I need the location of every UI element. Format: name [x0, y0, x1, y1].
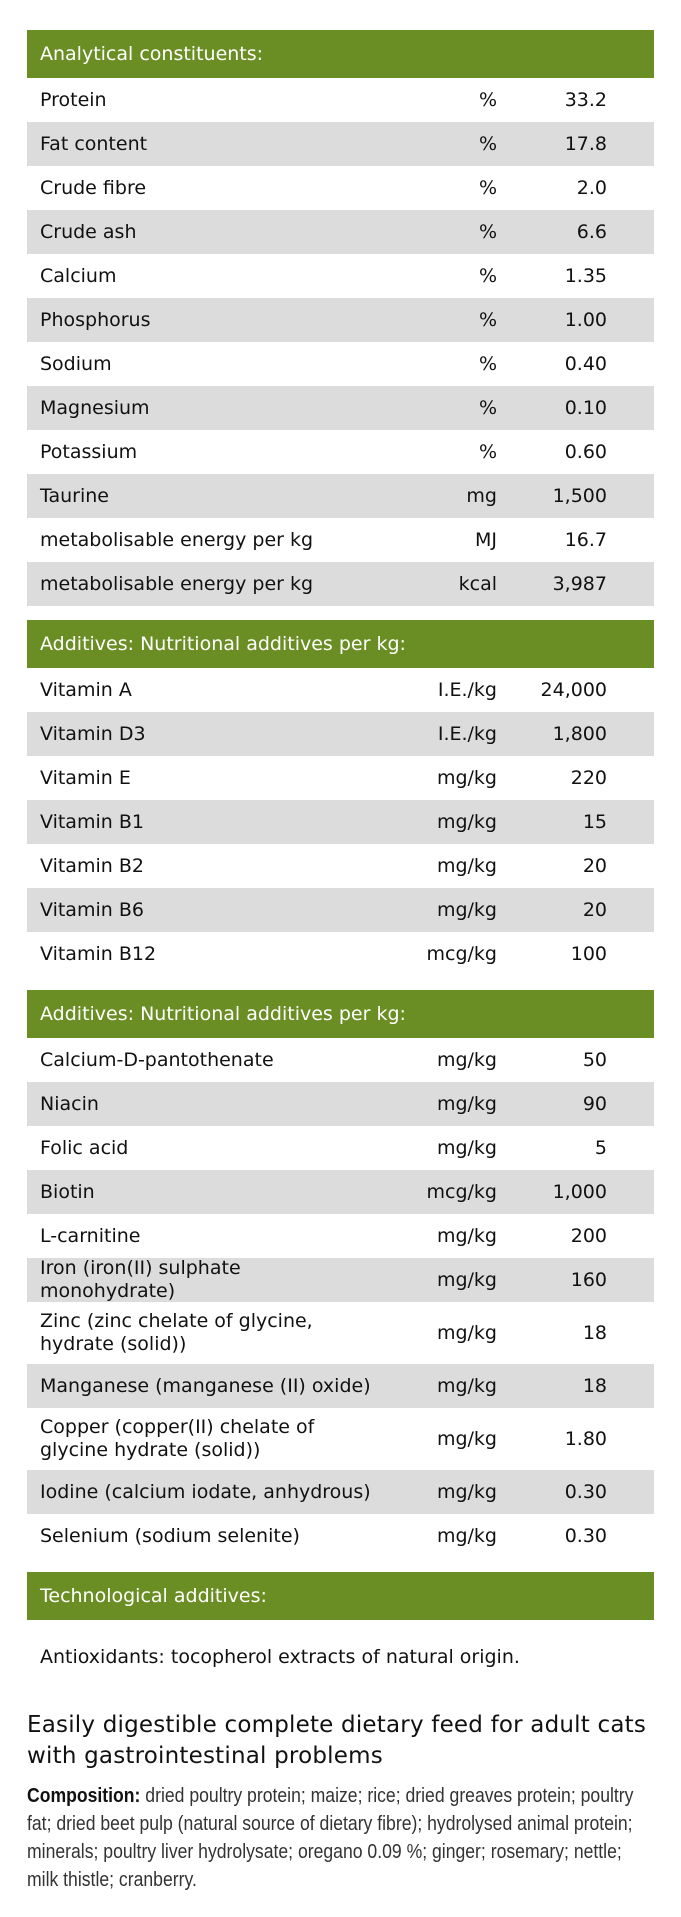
nutrient-unit: mcg/kg [426, 1181, 497, 1203]
table-row [27, 668, 654, 712]
table-row [27, 1126, 654, 1170]
nutrient-value: 0.10 [564, 397, 607, 419]
nutrient-name: Manganese (manganese (II) oxide) [40, 1374, 371, 1397]
table-row [27, 1214, 654, 1258]
nutrient-value: 200 [570, 1225, 607, 1247]
nutritional-additives-header: Additives: Nutritional additives per kg: [27, 620, 654, 668]
nutrient-name: Vitamin D3 [40, 722, 146, 745]
nutrient-value: 1,800 [552, 723, 607, 745]
technological-additives-header: Technological additives: [27, 1572, 654, 1620]
nutrient-value: 0.60 [564, 441, 607, 463]
nutrient-value: 1.80 [564, 1428, 607, 1450]
composition-ingredients: dried poultry protein; maize; rice; dried greaves protein; poultry fat; dried beet pulp (natural source of dietary fibre); hydrolysed animal protein; minerals; poultry liver hydrolysate; oregano 0.09 %; ginger; rosemary; nettle; milk thistle; cranberry. [27, 1785, 634, 1891]
nutrient-name: Vitamin B2 [40, 854, 144, 877]
nutrient-unit: mg/kg [436, 1375, 497, 1397]
nutrient-name: Zinc (zinc chelate of glycine, hydrate (solid)) [40, 1310, 313, 1355]
nutrition-panel [27, 30, 654, 1894]
table-row [27, 1082, 654, 1126]
nutrient-name: Protein [40, 88, 107, 111]
nutrient-unit: % [478, 441, 497, 463]
table-row [27, 122, 654, 166]
table-row [27, 254, 654, 298]
nutrient-unit: % [478, 397, 497, 419]
nutrient-name: Iron (iron(II) sulphate monohydrate) [40, 1257, 241, 1302]
table-row [27, 474, 654, 518]
nutrient-value: 3,987 [552, 573, 607, 595]
table-row [27, 1038, 654, 1082]
nutrient-unit: mg/kg [436, 1428, 497, 1450]
nutrient-name: Taurine [40, 484, 109, 507]
composition-label: Composition: [27, 1785, 141, 1807]
nutrient-value: 1,500 [552, 485, 607, 507]
nutrient-value: 50 [582, 1049, 607, 1071]
table-row [27, 712, 654, 756]
nutrient-name: metabolisable energy per kg [40, 572, 314, 595]
nutrient-name: L-carnitine [40, 1224, 141, 1247]
nutrient-name: Vitamin A [40, 678, 132, 701]
nutrient-name: Biotin [40, 1180, 95, 1203]
nutrient-value: 5 [594, 1137, 607, 1159]
nutrient-value: 18 [582, 1322, 607, 1344]
nutrient-unit: % [478, 89, 497, 111]
nutrient-name: Crude fibre [40, 176, 147, 199]
nutrient-name: Phosphorus [40, 308, 151, 331]
table-row [27, 1364, 654, 1408]
table-row [27, 298, 654, 342]
nutrient-unit: mg [466, 485, 497, 507]
nutrient-name: Calcium [40, 264, 117, 287]
nutrient-unit: mg/kg [436, 1225, 497, 1247]
nutrient-unit: mg/kg [436, 1093, 497, 1115]
nutrient-value: 0.30 [564, 1481, 607, 1503]
nutrient-name: Vitamin B1 [40, 810, 144, 833]
nutrient-value: 33.2 [564, 89, 607, 111]
nutrient-name: Potassium [40, 440, 138, 463]
nutrient-unit: I.E./kg [437, 723, 497, 745]
antioxidants-note: Antioxidants: tocopherol extracts of natural origin. [40, 1646, 520, 1668]
table-row [27, 1302, 654, 1364]
nutrient-unit: mg/kg [436, 767, 497, 789]
table-row [27, 756, 654, 800]
nutrient-unit: % [478, 353, 497, 375]
table-row [27, 888, 654, 932]
analytical-constituents-header: Analytical constituents: [27, 30, 654, 78]
nutrient-value: 6.6 [576, 221, 607, 243]
nutrient-unit: % [478, 221, 497, 243]
table-row [27, 800, 654, 844]
nutrient-value: 220 [570, 767, 607, 789]
table-row [27, 1514, 654, 1558]
vitamins-table [27, 668, 654, 976]
table-row [27, 1408, 654, 1470]
nutrient-value: 20 [582, 855, 607, 877]
nutrient-name: Calcium-D-pantothenate [40, 1048, 274, 1071]
nutrient-unit: mg/kg [436, 1269, 497, 1291]
nutrient-name: Crude ash [40, 220, 137, 243]
nutrient-unit: % [478, 309, 497, 331]
nutrient-unit: mg/kg [436, 811, 497, 833]
nutrient-unit: mg/kg [436, 1049, 497, 1071]
nutrient-value: 2.0 [576, 177, 607, 199]
nutrient-value: 1.00 [564, 309, 607, 331]
analytical-constituents-table [27, 78, 654, 606]
nutrient-unit: % [478, 133, 497, 155]
table-row [27, 1258, 654, 1302]
nutritional-additives-header-2: Additives: Nutritional additives per kg: [27, 990, 654, 1038]
table-row [27, 932, 654, 976]
composition-text [27, 1782, 654, 1894]
table-row [27, 1170, 654, 1214]
nutrient-unit: mg/kg [436, 899, 497, 921]
nutrient-unit: mg/kg [436, 855, 497, 877]
nutrient-unit: mg/kg [436, 1481, 497, 1503]
table-row [27, 430, 654, 474]
nutrient-value: 20 [582, 899, 607, 921]
nutrient-value: 24,000 [540, 679, 607, 701]
nutrient-name: Vitamin E [40, 766, 131, 789]
product-heading: Easily digestible complete dietary feed for adult cats with gastrointestinal problems [27, 1712, 647, 1769]
table-row [27, 386, 654, 430]
table-row [27, 166, 654, 210]
nutrient-value: 18 [582, 1375, 607, 1397]
nutrient-name: Selenium (sodium selenite) [40, 1524, 300, 1547]
nutrient-name: Magnesium [40, 396, 150, 419]
nutrient-unit: I.E./kg [437, 679, 497, 701]
nutrient-value: 1,000 [552, 1181, 607, 1203]
nutrient-value: 0.30 [564, 1525, 607, 1547]
nutrient-unit: % [478, 177, 497, 199]
table-row [27, 844, 654, 888]
nutrient-name: Vitamin B12 [40, 942, 157, 965]
nutrient-name: Copper (copper(II) chelate of glycine hydrate (solid)) [40, 1416, 315, 1461]
table-row [27, 78, 654, 122]
nutrient-unit: mg/kg [436, 1137, 497, 1159]
nutrient-name: Niacin [40, 1092, 99, 1115]
nutrient-value: 15 [582, 811, 607, 833]
table-row [27, 342, 654, 386]
nutrient-unit: kcal [458, 573, 497, 595]
nutrient-unit: mg/kg [436, 1525, 497, 1547]
table-row [27, 1470, 654, 1514]
nutrient-name: Vitamin B6 [40, 898, 144, 921]
trace-elements-table [27, 1038, 654, 1558]
nutrient-unit: mcg/kg [426, 943, 497, 965]
nutrient-value: 100 [570, 943, 607, 965]
nutrient-name: Iodine (calcium iodate, anhydrous) [40, 1480, 371, 1503]
nutrient-name: Sodium [40, 352, 112, 375]
nutrient-value: 1.35 [564, 265, 607, 287]
table-row [27, 518, 654, 562]
table-row [27, 562, 654, 606]
nutrient-value: 16.7 [564, 529, 607, 551]
nutrient-value: 160 [570, 1269, 607, 1291]
nutrient-value: 0.40 [564, 353, 607, 375]
nutrient-unit: MJ [475, 529, 497, 551]
nutrient-unit: % [478, 265, 497, 287]
nutrient-value: 90 [582, 1093, 607, 1115]
nutrient-name: Fat content [40, 132, 148, 155]
nutrient-value: 17.8 [564, 133, 607, 155]
nutrient-unit: mg/kg [436, 1322, 497, 1344]
table-row [27, 210, 654, 254]
nutrient-name: Folic acid [40, 1136, 129, 1159]
nutrient-name: metabolisable energy per kg [40, 528, 314, 551]
